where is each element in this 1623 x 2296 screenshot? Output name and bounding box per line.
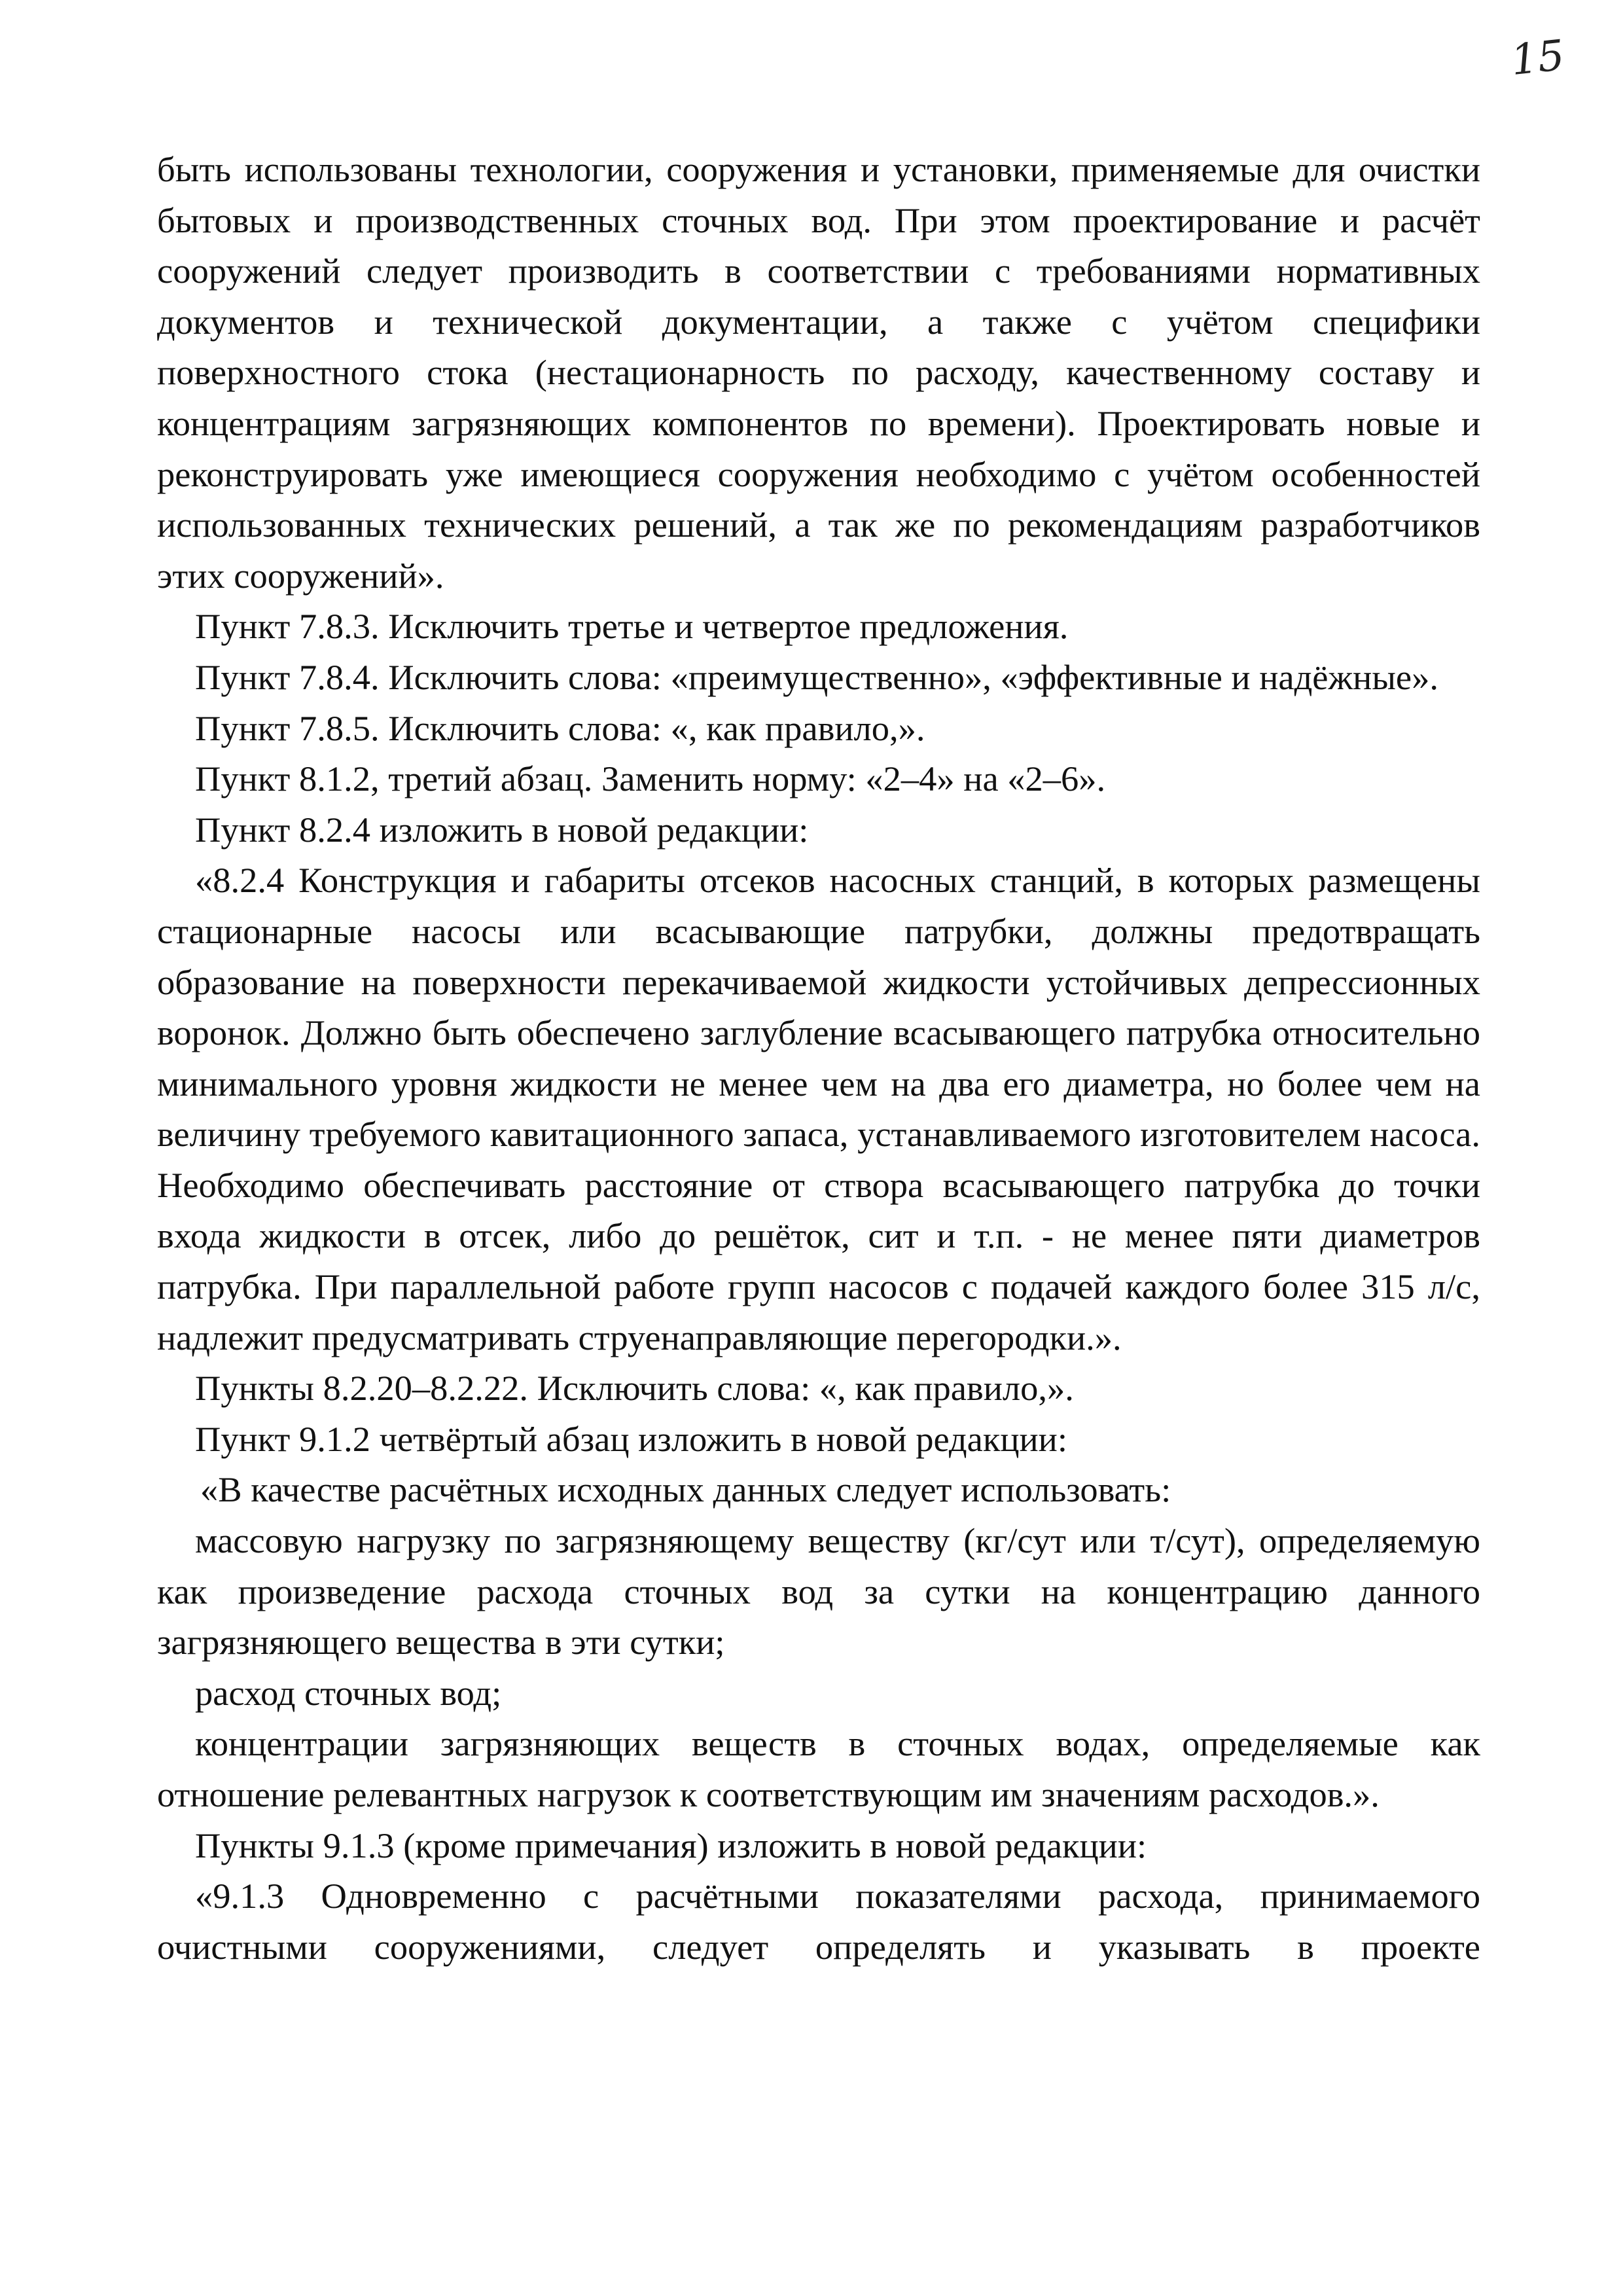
paragraph-item-9-1-3-intro: Пункты 9.1.3 (кроме примечания) изложить в новой редакции:	[195, 1825, 1147, 1865]
paragraph-item-9-1-3-text: «9.1.3 Одновременно с расчётными показателями расхода, принимаемого очистными сооружениями, следует определять и указывать в проекте	[157, 1876, 1480, 1967]
paragraph-list-concentrations: концентрации загрязняющих веществ в сточных водах, определяемые как отношение релевантных нагрузок к соответствующим им значениям расходов.».	[157, 1723, 1480, 1814]
paragraph-list-mass-load: массовую нагрузку по загрязняющему веществу (кг/сут или т/сут), определяемую как произведение расхода сточных вод за сутки на концентрацию данного загрязняющего вещества в эти сутки;	[157, 1520, 1480, 1662]
paragraph-item-7-8-3: Пункт 7.8.3. Исключить третье и четвертое предложения.	[195, 606, 1069, 647]
paragraph-continued-text: быть использованы технологии, сооружения и установки, применяемые для очистки бытовых и производственных сточных вод. При этом проектирование и расчёт сооружений следует производить в соответствии с требованиями нормативных документов и технической документации, а также с учётом специфики поверхностного стока (нестационарность по расходу, качественному составу и концентрациям загрязняющих компонентов по времени). Проектировать новые и реконструировать уже имеющиеся сооружения необходимо с учётом особенностей использованных технических решений, а так же по рекомендациям разработчиков этих сооружений».	[157, 149, 1480, 596]
paragraph-items-8-2-20-22: Пункты 8.2.20–8.2.22. Исключить слова: «, как правило,».	[195, 1368, 1074, 1408]
paragraph-item-9-1-2-intro: Пункт 9.1.2 четвёртый абзац изложить в новой редакции:	[195, 1418, 1067, 1459]
paragraph-item-8-2-4-intro: Пункт 8.2.4 изложить в новой редакции:	[195, 809, 809, 850]
page-number: 15	[1508, 31, 1567, 86]
paragraph-item-8-1-2: Пункт 8.1.2, третий абзац. Заменить норму: «2–4» на «2–6».	[195, 759, 1106, 799]
paragraph-list-flow: расход сточных вод;	[195, 1672, 502, 1713]
paragraph-item-9-1-2-quote-start: «В качестве расчётных исходных данных следует использовать:	[200, 1469, 1171, 1510]
paragraph-item-8-2-4-text: «8.2.4 Конструкция и габариты отсеков насосных станций, в которых размещены стационарные насосы или всасывающие патрубки, должны предотвращать образование на поверхности перекачиваемой жидкости устойчивых депрессионных воронок. Должно быть обеспечено заглубление всасывающего патрубка относительно минимального уровня жидкости не менее чем на два его диаметра, но более чем на величину требуемого кавитационного запаса, устанавливаемого изготовителем насоса. Необходимо обеспечивать расстояние от створа всасывающего патрубка до точки входа жидкости в отсек, либо до решёток, сит и т.п. - не менее пяти диаметров патрубка. При параллельной работе групп насосов с подачей каждого более 315 л/с, надлежит предусматривать струенаправляющие перегородки.».	[157, 860, 1480, 1357]
paragraph-item-7-8-5: Пункт 7.8.5. Исключить слова: «, как правило,».	[195, 708, 925, 748]
paragraph-item-7-8-4: Пункт 7.8.4. Исключить слова: «преимущественно», «эффективные и надёжные».	[195, 656, 1438, 697]
document-body	[157, 144, 1480, 1972]
